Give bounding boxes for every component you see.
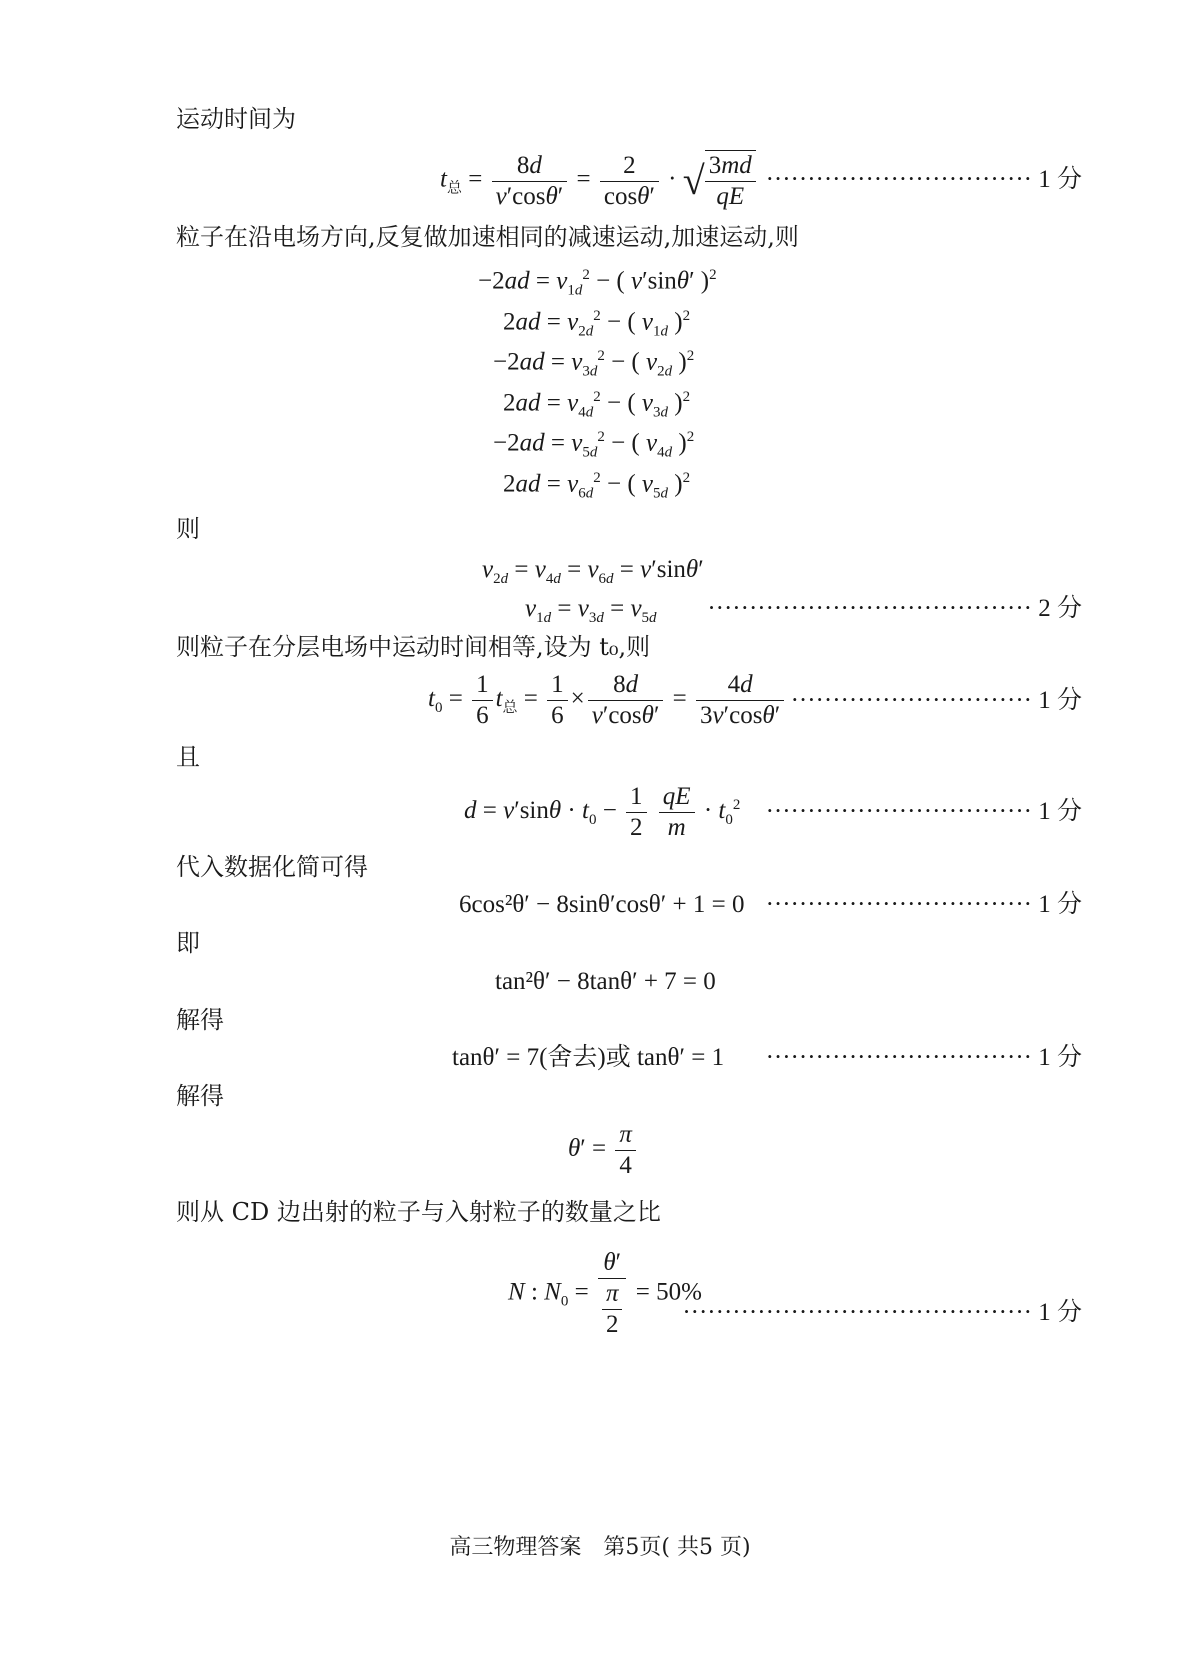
page-footer: 高三物理答案 第5页( 共5 页) (449, 1535, 751, 1560)
equation-total-time: $t_总$ = $\frac{8d}{v'\cos\theta'}$ = $\frac{2}{\cos\theta'}$ · √ $\frac{3md}{qE}$ (440, 150, 756, 212)
text-line: 代入数据化简可得 (176, 853, 368, 881)
equation-line: $2ad = v_{4d}^2$ − ( $v_{3d}$ )$^2$ (503, 389, 691, 421)
score-1: ································ 1 分 (765, 166, 1082, 193)
text-line: 运动时间为 (176, 105, 296, 133)
equation-line: $v_{2d} = v_{4d} = v_{6d} = v'\sin\theta'$ (482, 556, 704, 587)
equation-t0: $t_0$ = $\frac{1}{6}$ $t_总$ = $\frac{1}{6}$ × $\frac{8d}{v'\cos\theta'}$ = $\frac{4d}{3v'\cos\theta'}$ (428, 670, 787, 731)
score-7: ·········································· 1 分 (682, 1299, 1082, 1326)
text-line: 解得 (176, 1006, 224, 1034)
equation-ratio: N : $N_0$ = $\frac{\theta'}{\frac{\pi}{2}}$ = 50% (508, 1249, 702, 1338)
text-line: 即 (176, 929, 200, 957)
equation-cos: 6cos²θ′ − 8sinθ′cosθ′ + 1 = 0 (459, 891, 745, 918)
equation-line: $-2ad = v_{5d}^2$ − ( $v_{4d}$ )$^2$ (493, 429, 695, 461)
equation-line: $v_{1d} = v_{3d} = v_{5d}$ (525, 595, 657, 626)
equation-theta: θ′ = $\frac{\pi}{4}$ (568, 1120, 639, 1181)
equation-line: $-2ad = v_{3d}^2$ − ( $v_{2d}$ )$^2$ (493, 348, 695, 380)
text-line: 则粒子在分层电场中运动时间相等,设为 t₀,则 (176, 633, 651, 661)
equation-d: $d = v'\sin\theta \cdot t_0$ − $\frac{1}{2}$ $\frac{qE}{m}$ · $t_0^2$ (464, 783, 741, 841)
equation-line: $2ad = v_{6d}^2$ − ( $v_{5d}$ )$^2$ (503, 470, 691, 502)
equation-line: $-2ad = v_{1d}^2$ − ( v′sinθ′ )$^2$ (478, 267, 717, 299)
score-2: ······································· 2 分 (707, 595, 1082, 622)
score-3: ····························· 1 分 (790, 687, 1082, 714)
text-line: 解得 (176, 1082, 224, 1110)
text-line: 则 (176, 515, 200, 543)
score-5: ································ 1 分 (765, 891, 1082, 918)
equation-tan-solution: tanθ′ = 7(舍去)或 tanθ′ = 1 (452, 1044, 725, 1071)
text-line: 则从 CD 边出射的粒子与入射粒子的数量之比 (176, 1198, 661, 1226)
text-line: 且 (176, 743, 200, 771)
text-line: 粒子在沿电场方向,反复做加速相同的减速运动,加速运动,则 (176, 223, 799, 251)
equation-line: $2ad = v_{2d}^2$ − ( $v_{1d}$ )$^2$ (503, 308, 691, 340)
score-4: ································ 1 分 (765, 798, 1082, 825)
equation-tan: tan²θ′ − 8tanθ′ + 7 = 0 (495, 968, 716, 995)
score-6: ································ 1 分 (765, 1044, 1082, 1071)
